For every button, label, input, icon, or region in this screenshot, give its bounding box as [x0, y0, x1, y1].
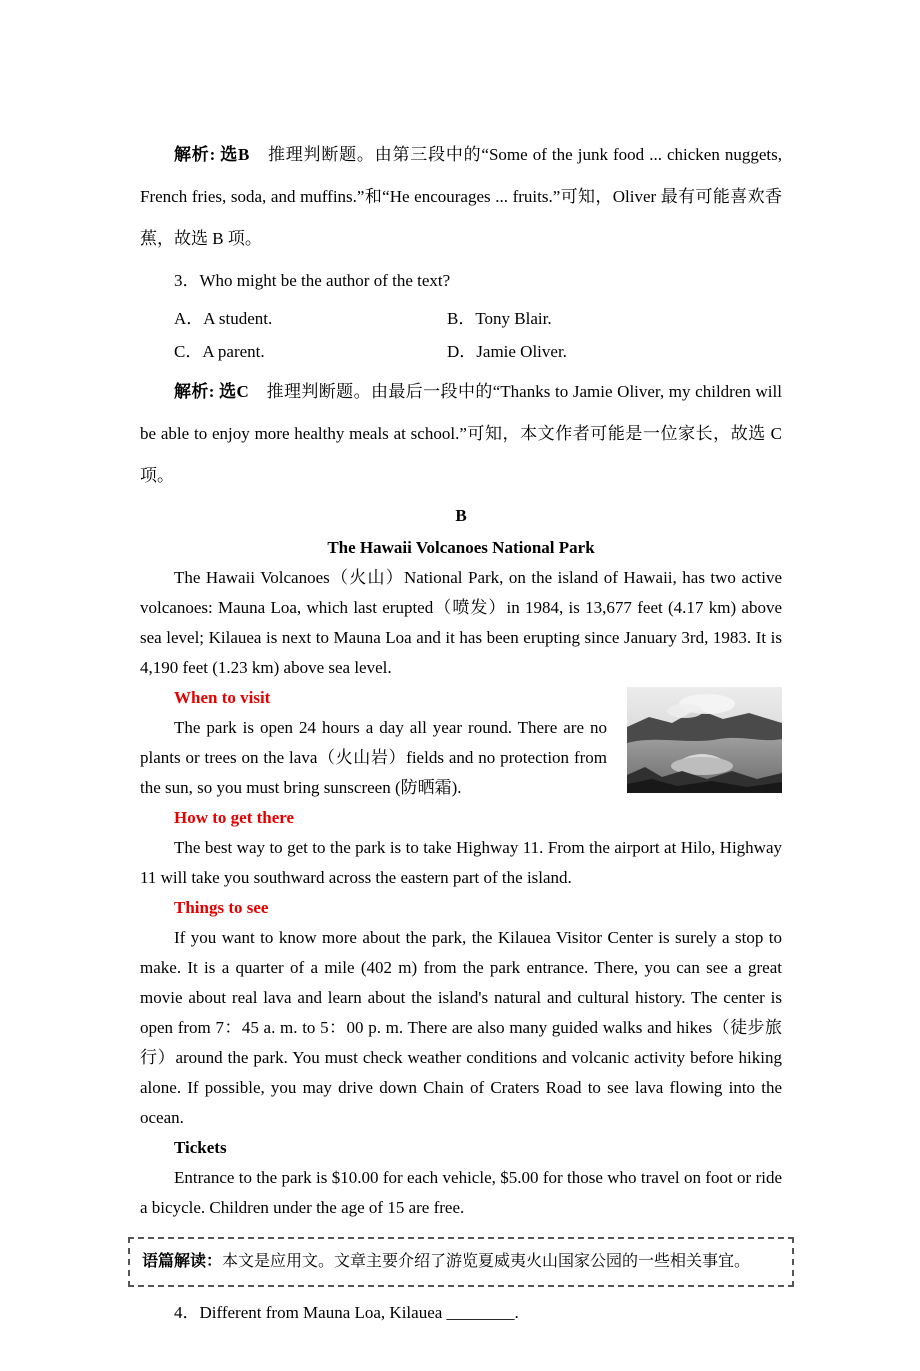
heading-when-to-visit: When to visit	[174, 688, 271, 707]
option-d-key: D．	[447, 342, 477, 361]
passage-title: The Hawaii Volcanoes National Park	[327, 538, 595, 557]
question-4	[140, 1295, 782, 1331]
exercise-analysis-section	[140, 134, 782, 497]
analysis-b-label: 解析: 选B	[174, 145, 268, 164]
passage-intro: The Hawaii Volcanoes（火山）National Park, on the island of Hawaii, has two active volcanoes: Mauna Loa, which last erupted（喷发）in 1984, is 13,677 feet (4.17 km) above sea level; Kilauea is next to Mauna Loa and it has been erupting since January 3rd, 1983. It is 4,190 feet (1.23 km) above sea level.	[140, 568, 782, 677]
analysis-c-label: 解析: 选C	[174, 382, 267, 401]
volcano-photo-graphic	[627, 687, 782, 793]
body-tickets: Entrance to the park is $10.00 for each vehicle, $5.00 for those who travel on foot or ride a bicycle. Children under the age of 15 are free.	[140, 1168, 782, 1217]
option-b-text: Tony Blair.	[475, 309, 552, 328]
analysis-c-text: 推理判断题。由最后一段中的“Thanks to Jamie Oliver, my children will be able to enjoy more healthy meals at school.”可知，本文作者可能是一位家长，故选 C 项。	[140, 382, 782, 485]
options-row-1	[174, 302, 782, 335]
analysis-b-text: 推理判断题。由第三段中的“Some of the junk food ... chicken nuggets, French fries, soda, and muffins.”和“He encourages ... fruits.”可知，Oliver 最有可能喜欢香蕉，故选 B 项。	[140, 145, 783, 248]
passage-summary-box	[128, 1237, 794, 1287]
summary-text: 本文是应用文。文章主要介绍了游览夏威夷火山国家公园的一些相关事宜。	[222, 1253, 751, 1270]
option-c-text: A parent.	[202, 342, 265, 361]
question-3	[140, 260, 782, 302]
heading-tickets: Tickets	[174, 1138, 227, 1157]
section-when-to-visit	[140, 683, 782, 803]
section-tickets	[140, 1133, 782, 1223]
option-a-key: A．	[174, 309, 204, 328]
options-row-2	[174, 335, 782, 368]
body-how-to-get-there: The best way to get to the park is to take Highway 11. From the airport at Hilo, Highway 11 will take you southward across the eastern part of the island.	[140, 838, 782, 887]
question-3-text: Who might be the author of the text?	[199, 271, 451, 290]
option-c	[174, 335, 447, 368]
section-things-to-see	[140, 893, 782, 1133]
passage-section-letter: B	[455, 506, 467, 525]
analysis-paragraph-c	[140, 371, 782, 497]
option-b	[447, 302, 552, 335]
body-when-to-visit: The park is open 24 hours a day all year round. There are no plants or trees on the lava（火山岩）fields and no protection from the sun, so you must bring sunscreen (防晒霜).	[140, 718, 607, 797]
question-3-number: 3．	[174, 271, 200, 290]
heading-how-to-get-there: How to get there	[174, 808, 295, 827]
option-d-text: Jamie Oliver.	[476, 342, 567, 361]
option-d	[447, 335, 567, 368]
reading-passage-b	[140, 499, 782, 1223]
summary-label: 语篇解读：	[142, 1253, 223, 1270]
option-a-text: A student.	[203, 309, 273, 328]
option-a	[174, 302, 447, 335]
question-4-text: Different from Mauna Loa, Kilauea ________.	[199, 1303, 519, 1322]
body-things-to-see: If you want to know more about the park, the Kilauea Visitor Center is surely a stop to make. It is a quarter of a mile (402 m) from the park entrance. There, you can see a great movie about real lava and learn about the island's natural and cultural history. The center is open from 7：45 a. m. to 5：00 p. m. There are also many guided walks and hikes（徒步旅行）around the park. You must check weather conditions and volcanic activity before hiking alone. If possible, you may drive down Chain of Craters Road to see lava flowing into the ocean.	[140, 928, 782, 1127]
analysis-paragraph-b	[140, 134, 782, 260]
question-3-options	[140, 302, 782, 368]
volcano-photo	[627, 687, 782, 793]
option-c-key: C．	[174, 342, 203, 361]
heading-things-to-see: Things to see	[174, 898, 269, 917]
question-4-number: 4．	[174, 1303, 200, 1322]
section-how-to-get-there	[140, 803, 782, 893]
option-b-key: B．	[447, 309, 476, 328]
